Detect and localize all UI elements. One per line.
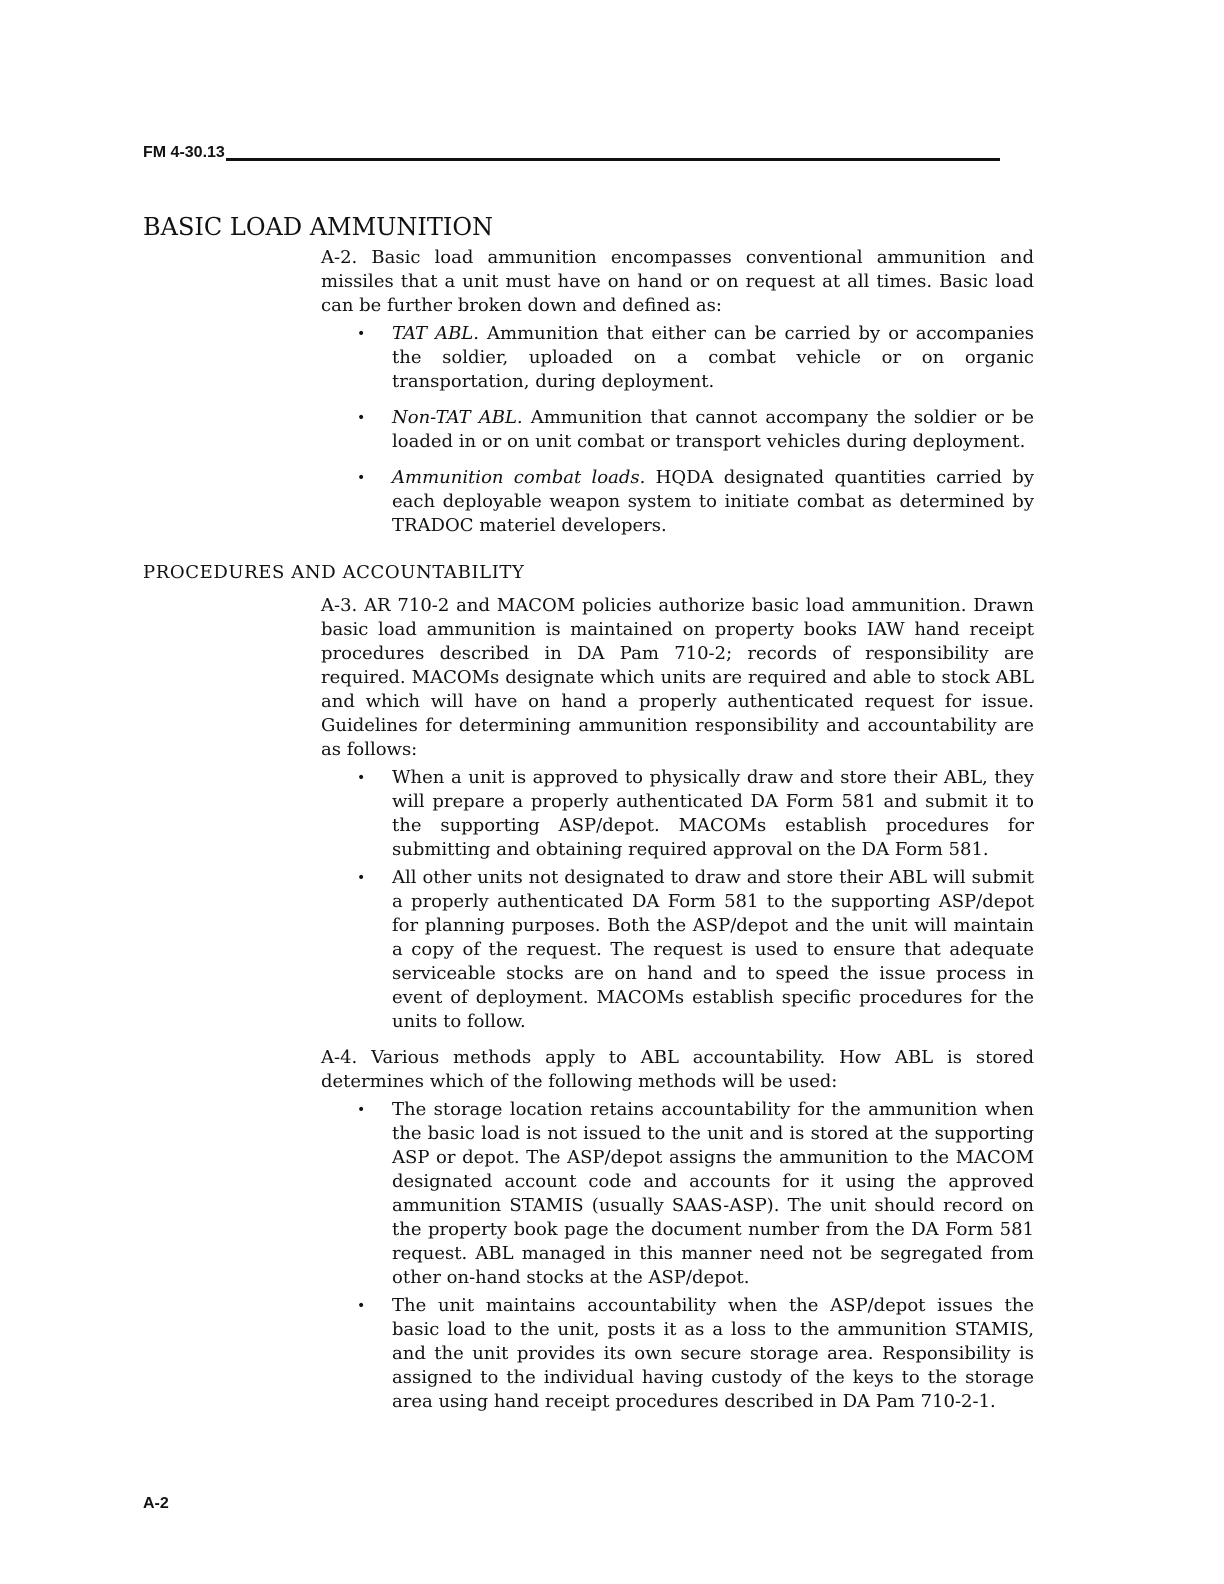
bullet-text: When a unit is approved to physically draw and store their ABL, they will prepare a properly authenticated DA Form 581 and submit it to the supporting ASP/depot. MACOMs establish procedures for submitting and obtaining required approval on the DA Form 581. bbox=[392, 767, 1034, 860]
paragraph-a4: A-4. Various methods apply to ABL accountability. How ABL is stored determines which of the following methods will be used: bbox=[321, 1047, 1034, 1092]
list-item bbox=[321, 766, 1034, 862]
paragraph-a2: A-2. Basic load ammunition encompasses conventional ammunition and missiles that a unit must have on hand or on request at all times. Basic load can be further broken down and defined as: bbox=[321, 247, 1034, 316]
abl-definition-list bbox=[321, 322, 1034, 538]
list-item bbox=[321, 466, 1034, 538]
bullet-text: Ammunition that cannot accompany the soldier or be loaded in or on unit combat or transport vehicles during deployment. bbox=[392, 407, 1034, 452]
bullet-text: The unit maintains accountability when the ASP/depot issues the basic load to the unit, posts it as a loss to the ammunition STAMIS, and the unit provides its own secure storage area. Responsibility is assigned to the individual having custody of the keys to the storage area using hand receipt procedures described in DA Pam 710-2-1. bbox=[392, 1295, 1034, 1412]
paragraph-a3: A-3. AR 710-2 and MACOM policies authorize basic load ammunition. Drawn basic load ammunition is maintained on property books IAW hand receipt procedures described in DA Pam 710-2; records of responsibility are required. MACOMs designate which units are required and able to stock ABL and which will have on hand a properly authenticated request for issue. Guidelines for determining ammunition responsibility and accountability are as follows: bbox=[321, 595, 1034, 760]
accountability-methods-list bbox=[321, 1098, 1034, 1414]
responsibility-guidelines-list bbox=[321, 766, 1034, 1034]
bullet-icon: • bbox=[357, 870, 366, 886]
basic-load-section-body bbox=[321, 246, 1034, 538]
bullet-icon: • bbox=[357, 326, 366, 342]
list-item bbox=[321, 1098, 1034, 1290]
procedures-section-body bbox=[321, 594, 1034, 1414]
bullet-text: All other units not designated to draw and store their ABL will submit a properly authenticated DA Form 581 to the supporting ASP/depot for planning purposes. Both the ASP/depot and the unit will maintain a copy of the request. The request is used to ensure that adequate serviceable stocks are on hand and to speed the issue process in event of deployment. MACOMs establish specific procedures for the units to follow. bbox=[392, 867, 1034, 1032]
bullet-text: HQDA designated quantities carried by each deployable weapon system to initiate combat as determined by TRADOC materiel developers. bbox=[392, 467, 1034, 536]
page-number: A-2 bbox=[143, 1495, 169, 1512]
section-heading-basic-load: BASIC LOAD AMMUNITION bbox=[143, 213, 494, 241]
bullet-icon: • bbox=[357, 410, 366, 426]
header-rule bbox=[226, 158, 1000, 161]
bullet-icon: • bbox=[357, 770, 366, 786]
manual-code: FM 4-30.13 bbox=[143, 144, 225, 161]
bullet-term: Non-TAT ABL. bbox=[392, 407, 523, 428]
bullet-term: Ammunition combat loads. bbox=[392, 467, 646, 488]
running-header bbox=[143, 143, 1000, 163]
list-item bbox=[321, 406, 1034, 454]
bullet-text: Ammunition that either can be carried by or accompanies the soldier, uploaded on a combat vehicle or on organic transportation, during deployment. bbox=[392, 323, 1035, 392]
bullet-term: TAT ABL. bbox=[392, 323, 479, 344]
bullet-icon: • bbox=[357, 1298, 366, 1314]
bullet-icon: • bbox=[357, 1102, 366, 1118]
bullet-text: The storage location retains accountability for the ammunition when the basic load is not issued to the unit and is stored at the supporting ASP or depot. The ASP/depot assigns the ammunition to the MACOM designated account code and accounts for it using the approved ammunition STAMIS (usually SAAS-ASP). The unit should record on the property book page the document number from the DA Form 581 request. ABL managed in this manner need not be segregated from other on-hand stocks at the ASP/depot. bbox=[392, 1099, 1034, 1288]
list-item bbox=[321, 1294, 1034, 1414]
list-item bbox=[321, 322, 1034, 394]
section-heading-procedures: PROCEDURES AND ACCOUNTABILITY bbox=[143, 562, 525, 583]
list-item bbox=[321, 866, 1034, 1034]
bullet-icon: • bbox=[357, 470, 366, 486]
